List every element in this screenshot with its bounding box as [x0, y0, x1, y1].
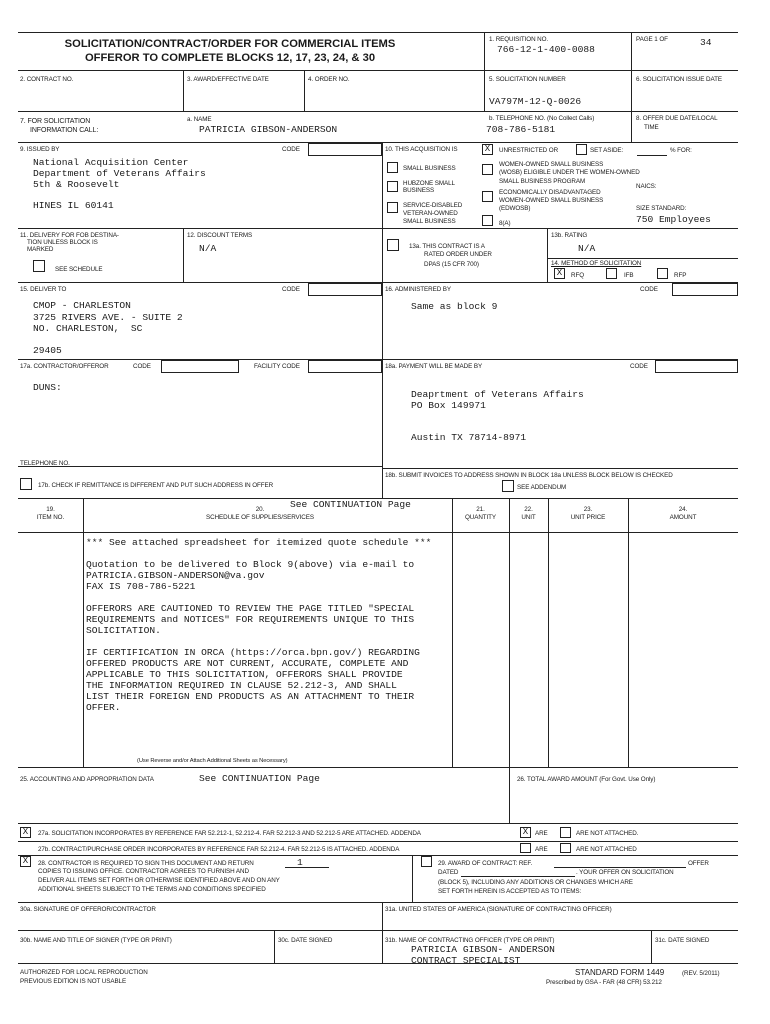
officer-name-label: 31b. NAME OF CONTRACTING OFFICER (TYPE OR PRINT) — [385, 937, 555, 944]
payment-line: Deaprtment of Veterans Affairs — [411, 389, 584, 400]
rule — [548, 498, 549, 767]
clause-28-line-2: COPIES TO ISSUING OFFICE. CONTRACTOR AGREES TO FURNISH AND — [38, 868, 249, 875]
clause-27b-label: 27b. CONTRACT/PURCHASE ORDER INCORPORATES BY REFERENCE FAR 52.212-4. FAR 52.212-5 IS ATTACHED. ADDENDA — [38, 846, 400, 853]
rfq-label: RFQ — [571, 272, 584, 279]
sdvosb-checkbox[interactable] — [387, 202, 398, 213]
col-schedule-number: 20. — [255, 506, 265, 513]
admin-code-field[interactable] — [672, 283, 738, 296]
eight-a-label: 8(A) — [499, 220, 511, 227]
unrestricted-label: UNRESTRICTED OR — [499, 147, 559, 154]
rule — [18, 32, 738, 33]
payment-line: PO Box 149971 — [411, 400, 486, 411]
rule — [18, 532, 738, 533]
col-item-label: ITEM NO. — [36, 514, 65, 521]
addendum-checkbox[interactable] — [502, 480, 514, 492]
form-title: SOLICITATION/CONTRACT/ORDER FOR COMMERCIAL ITEMS — [64, 38, 396, 50]
solicitation-no-label: 5. SOLICITATION NUMBER — [489, 76, 566, 83]
deliver-to-line: 29405 — [33, 345, 62, 356]
clause-28-line-4: ADDITIONAL SHEETS SUBJECT TO THE TERMS AND CONDITIONS SPECIFIED — [38, 886, 266, 893]
unrestricted-checkbox[interactable]: X — [482, 144, 493, 155]
clause-29-offer: OFFER — [688, 860, 709, 867]
signer-name-label: 30b. NAME AND TITLE OF SIGNER (TYPE OR PRINT) — [20, 937, 172, 944]
contractor-label: 17a. CONTRACTOR/OFFEROR — [20, 363, 109, 370]
rule — [274, 930, 275, 963]
due-label-2: TIME — [644, 124, 659, 131]
telephone-label: TELEPHONE NO. — [20, 460, 70, 467]
rule — [631, 32, 632, 111]
issued-by-line: HINES IL 60141 — [33, 200, 114, 211]
deliver-to-line: 3725 RIVERS AVE. - SUITE 2 — [33, 312, 183, 323]
clause-29-line-3: (BLOCK 5), INCLUDING ANY ADDITIONS OR CHANGES WHICH ARE — [438, 879, 633, 886]
rule — [18, 855, 738, 856]
name-label: a. NAME — [187, 116, 212, 123]
hubzone-label: HUBZONE SMALL — [403, 180, 455, 187]
set-aside-checkbox[interactable] — [576, 144, 587, 155]
issued-code-label: CODE — [282, 146, 300, 153]
clause-29-line-4: SET FORTH HEREIN IS ACCEPTED AS TO ITEMS: — [438, 888, 582, 895]
clause-27a-are: ARE — [535, 830, 548, 837]
page-label: PAGE 1 OF — [636, 36, 668, 43]
rated-label-2: RATED ORDER UNDER — [424, 251, 492, 258]
remittance-label: 17b. CHECK IF REMITTANCE IS DIFFERENT AND PUT SUCH ADDRESS IN OFFER — [38, 482, 274, 489]
clause-28-copies[interactable]: 1 — [297, 857, 303, 868]
percent-line — [637, 155, 667, 156]
edwosb-label-3: (EDWOSB) — [499, 205, 531, 212]
schedule-line: REQUIREMENTS and NOTICES" FOR REQUIREMENTS UNIQUE TO THIS — [86, 614, 415, 625]
clause-27a-label: 27a. SOLICITATION INCORPORATES BY REFERENCE FAR 52.212-1, 52.212-4. FAR 52.212-3 AND 52.212-5 ARE ATTACHED. ADDENDA — [38, 830, 421, 837]
order-no-label: 4. ORDER NO. — [308, 76, 350, 83]
form-name: STANDARD FORM 1449 — [575, 968, 665, 977]
col-unit-number: 22. — [524, 506, 533, 513]
see-schedule-checkbox[interactable] — [33, 260, 45, 272]
rule — [183, 228, 184, 282]
rule — [18, 823, 738, 824]
rule — [304, 70, 305, 111]
info-call-label-2: INFORMATION CALL: — [30, 127, 99, 134]
copies-line — [285, 867, 329, 868]
schedule-line: THE INFORMATION REQUIRED IN CLAUSE 52.212-3, AND SHALL — [86, 680, 397, 691]
rating-value[interactable]: N/A — [578, 243, 596, 254]
edwosb-label-2: WOMEN-OWNED SMALL BUSINESS — [499, 197, 604, 204]
facility-code-field[interactable] — [308, 360, 382, 373]
edwosb-label: ECONOMICALLY DISADVANTAGED — [499, 189, 601, 196]
schedule-line: LIST THEIR FOREIGN END PRODUCTS AS AN ATTACHMENT TO THEIR — [86, 691, 415, 702]
clause-29-line-2: . YOUR OFFER ON SOLICITATION — [576, 869, 674, 876]
award-date-label: 3. AWARD/EFFECTIVE DATE — [187, 76, 269, 83]
total-award-label: 26. TOTAL AWARD AMOUNT (For Govt. Use Only) — [517, 776, 656, 783]
issued-by-line: Department of Veterans Affairs — [33, 168, 206, 179]
discount-value[interactable]: N/A — [199, 243, 217, 254]
solicitation-no-value[interactable]: VA797M-12-Q-0026 — [489, 96, 582, 107]
schedule-line: OFFERORS ARE CAUTIONED TO REVIEW THE PAGE TITLED "SPECIAL — [86, 603, 415, 614]
issued-by-line: 5th & Roosevelt — [33, 179, 120, 190]
hubzone-checkbox[interactable] — [387, 181, 398, 192]
rated-label: 13a. THIS CONTRACT IS A — [409, 243, 485, 250]
rule — [651, 930, 652, 963]
clause-27a-are-not-checkbox[interactable] — [560, 827, 571, 838]
issued-by-label: 9. ISSUED BY — [20, 146, 60, 153]
percent-label: % FOR: — [670, 147, 692, 154]
deliver-code-field[interactable] — [308, 283, 382, 296]
rating-label: 13b. RATING — [551, 232, 588, 239]
delivery-label-2: TION UNLESS BLOCK IS — [27, 239, 98, 246]
see-schedule-label: SEE SCHEDULE — [55, 266, 103, 273]
payment-code-label: CODE — [630, 363, 648, 370]
form-subtitle: OFFEROR TO COMPLETE BLOCKS 12, 17, 23, 24, & 30 — [84, 52, 376, 64]
set-aside-label: SET ASIDE: — [590, 147, 624, 154]
size-standard-label: SIZE STANDARD: — [636, 205, 687, 212]
schedule-line: *** See attached spreadsheet for itemized quote schedule *** — [86, 537, 432, 548]
payment-line: Austin TX 78714-8971 — [411, 432, 527, 443]
sdvosb-label-2: VETERAN-OWNED — [403, 210, 458, 217]
clause-29-label: 29. AWARD OF CONTRACT: REF. — [438, 860, 533, 867]
size-standard-value[interactable]: 750 Employees — [636, 214, 711, 225]
deliver-to-label: 15. DELIVER TO — [20, 286, 67, 293]
contractor-code-field[interactable] — [161, 360, 239, 373]
officer-name: PATRICIA GIBSON- ANDERSON — [411, 944, 555, 955]
signature-offeror-label: 30a. SIGNATURE OF OFFEROR/CONTRACTOR — [20, 906, 156, 913]
col-quantity-label: QUANTITY — [464, 514, 497, 521]
officer-date-label: 31c. DATE SIGNED — [655, 937, 710, 944]
col-unit-price-number: 23. — [583, 506, 593, 513]
schedule-line: OFFER. — [86, 702, 121, 713]
due-label: 8. OFFER DUE DATE/LOCAL — [636, 115, 718, 122]
schedule-line: PATRICIA.GIBSON-ANDERSON@va.gov — [86, 570, 265, 581]
dated-line — [461, 876, 575, 877]
ifb-label: IFB — [624, 272, 634, 279]
accounting-label: 25. ACCOUNTING AND APPROPRIATION DATA — [20, 776, 154, 783]
rule — [18, 930, 738, 931]
wosb-label: WOMEN-OWNED SMALL BUSINESS — [499, 161, 604, 168]
schedule-line: SOLICITATION. — [86, 625, 161, 636]
issued-by-line: National Acquisition Center — [33, 157, 189, 168]
issued-code-field[interactable] — [308, 143, 382, 156]
reverse-note: (Use Reverse and/or Attach Additional Sheets as Necessary) — [137, 758, 288, 764]
acquisition-label: 10. THIS ACQUISITION IS — [385, 146, 458, 153]
admin-code-label: CODE — [640, 286, 658, 293]
eight-a-checkbox[interactable] — [482, 215, 493, 226]
rule — [18, 767, 738, 768]
deliver-code-label: CODE — [282, 286, 300, 293]
rated-label-3: DPAS (15 CFR 700) — [424, 261, 479, 268]
rule — [83, 498, 84, 767]
clause-29-checkbox[interactable] — [421, 856, 432, 867]
rule — [18, 70, 738, 71]
naics-label: NAICS: — [636, 183, 657, 190]
sdvosb-label-3: SMALL BUSINESS — [403, 218, 456, 225]
requisition-label: 1. REQUISITION NO. — [489, 36, 549, 43]
hubzone-label-2: BUSINESS — [403, 187, 435, 194]
rule — [547, 258, 738, 259]
rule — [183, 70, 184, 111]
deliver-to-line: CMOP - CHARLESTON — [33, 300, 131, 311]
ifb-checkbox[interactable] — [606, 268, 617, 279]
clause-28-line-3: DELIVER ALL ITEMS SET FORTH OR OTHERWISE IDENTIFIED ABOVE AND ON ANY — [38, 877, 280, 884]
rule — [18, 841, 738, 842]
wosb-label-2: (WOSB) ELIGIBLE UNDER THE WOMEN-OWNED — [499, 169, 640, 176]
rated-order-checkbox[interactable] — [387, 239, 399, 251]
schedule-continuation: See CONTINUATION Page — [290, 499, 411, 510]
clause-27b-are: ARE — [535, 846, 548, 853]
rule — [547, 228, 548, 282]
accounting-value: See CONTINUATION Page — [199, 773, 320, 784]
rule — [18, 228, 738, 229]
contact-phone[interactable]: 708-786-5181 — [486, 124, 556, 135]
rfp-checkbox[interactable] — [657, 268, 668, 279]
page-total: 34 — [700, 37, 712, 48]
wosb-label-3: SMALL BUSINESS PROGRAM — [499, 178, 586, 185]
payment-code-field[interactable] — [655, 360, 738, 373]
duns-label: DUNS: — [33, 382, 62, 393]
contract-no-label: 2. CONTRACT NO. — [20, 76, 74, 83]
footer-reproduction: AUTHORIZED FOR LOCAL REPRODUCTION — [20, 969, 148, 976]
delivery-label: 11. DELIVERY FOR FOB DESTINA- — [20, 232, 119, 239]
col-unit-price-label: UNIT PRICE — [570, 514, 606, 521]
schedule-line: OFFERED PRODUCTS ARE NOT CURRENT, ACCURATE, COMPLETE AND — [86, 658, 409, 669]
discount-label: 12. DISCOUNT TERMS — [187, 232, 253, 239]
clause-27b-are-not-checkbox[interactable] — [560, 843, 571, 853]
rule — [509, 767, 510, 823]
remittance-checkbox[interactable] — [20, 478, 32, 490]
clause-29-dated: DATED — [438, 869, 459, 876]
method-label: 14. METHOD OF SOLICITATION — [551, 260, 642, 267]
delivery-label-3: MARKED — [27, 246, 54, 253]
clause-27a-are-not: ARE NOT ATTACHED. — [576, 830, 639, 837]
small-business-checkbox[interactable] — [387, 162, 398, 173]
col-item-number: 19. — [46, 506, 55, 513]
rule — [631, 111, 632, 142]
rule — [628, 498, 629, 767]
submit-invoices-label: 18b. SUBMIT INVOICES TO ADDRESS SHOWN IN BLOCK 18a UNLESS BLOCK BELOW IS CHECKED — [385, 472, 673, 479]
payment-label: 18a. PAYMENT WILL BE MADE BY — [385, 363, 483, 370]
rule — [18, 963, 738, 964]
schedule-line: FAX IS 708-786-5221 — [86, 581, 196, 592]
clause-27b-are-checkbox[interactable] — [520, 843, 531, 853]
footer-previous-edition: PREVIOUS EDITION IS NOT USABLE — [20, 978, 127, 985]
col-quantity-number: 21. — [476, 506, 485, 513]
rule — [412, 855, 413, 902]
addendum-label: SEE ADDENDUM — [517, 484, 567, 491]
rule — [484, 32, 485, 111]
form-prescribed: Prescribed by GSA - FAR (48 CFR) 53.212 — [546, 979, 662, 986]
small-business-label: SMALL BUSINESS — [403, 165, 456, 172]
rule — [382, 468, 738, 469]
clause-28-checkbox[interactable]: X — [20, 856, 31, 867]
col-amount-label: AMOUNT — [669, 514, 697, 521]
info-call-label: 7. FOR SOLICITATION — [20, 118, 91, 125]
administered-by-label: 16. ADMINISTERED BY — [385, 286, 451, 293]
signer-date-label: 30c. DATE SIGNED — [278, 937, 333, 944]
phone-label: b. TELEPHONE NO. (No Collect Calls) — [489, 115, 595, 122]
schedule-line: Quotation to be delivered to Block 9(above) via e-mail to — [86, 559, 415, 570]
rule — [382, 142, 383, 498]
requisition-value[interactable]: 766-12-1-400-0088 — [497, 44, 595, 55]
ref-line — [554, 867, 686, 868]
rfq-checkbox[interactable]: X — [554, 268, 565, 279]
col-unit-label: UNIT — [521, 514, 536, 521]
deliver-to-line: NO. CHARLESTON, SC — [33, 323, 143, 334]
rule — [18, 466, 382, 467]
rule — [18, 111, 738, 112]
rule — [509, 498, 510, 767]
clause-28-label: 28. CONTRACTOR IS REQUIRED TO SIGN THIS DOCUMENT AND RETURN — [38, 860, 254, 867]
rule — [18, 902, 738, 903]
signature-officer-label: 31a. UNITED STATES OF AMERICA (SIGNATURE OF CONTRACTING OFFICER) — [385, 906, 612, 913]
rule — [382, 902, 383, 963]
form-revision: (REV. 5/2011) — [682, 970, 720, 977]
officer-title: CONTRACT SPECIALIST — [411, 955, 521, 966]
clause-27a-are-checkbox[interactable]: X — [520, 827, 531, 838]
clause-27b-are-not: ARE NOT ATTACHED — [576, 846, 637, 853]
col-schedule-label: SCHEDULE OF SUPPLIES/SERVICES — [206, 514, 314, 521]
schedule-line: APPLICABLE TO THIS SOLICITATION, OFFERORS SHALL PROVIDE — [86, 669, 403, 680]
edwosb-checkbox[interactable] — [482, 191, 493, 202]
clause-27a-checkbox[interactable]: X — [20, 827, 31, 838]
schedule-line: IF CERTIFICATION IN ORCA (https://orca.bpn.gov/) REGARDING — [86, 647, 420, 658]
rule — [452, 498, 453, 767]
issue-date-label: 6. SOLICITATION ISSUE DATE — [636, 76, 722, 83]
wosb-checkbox[interactable] — [482, 164, 493, 175]
contractor-code-label: CODE — [133, 363, 151, 370]
facility-code-label: FACILITY CODE — [254, 363, 300, 370]
contact-name[interactable]: PATRICIA GIBSON-ANDERSON — [199, 124, 338, 135]
col-amount-number: 24. — [678, 506, 688, 513]
administered-by-value: Same as block 9 — [411, 301, 498, 312]
sdvosb-label: SERVICE-DISABLED — [403, 202, 463, 209]
rfp-label: RFP — [674, 272, 687, 279]
